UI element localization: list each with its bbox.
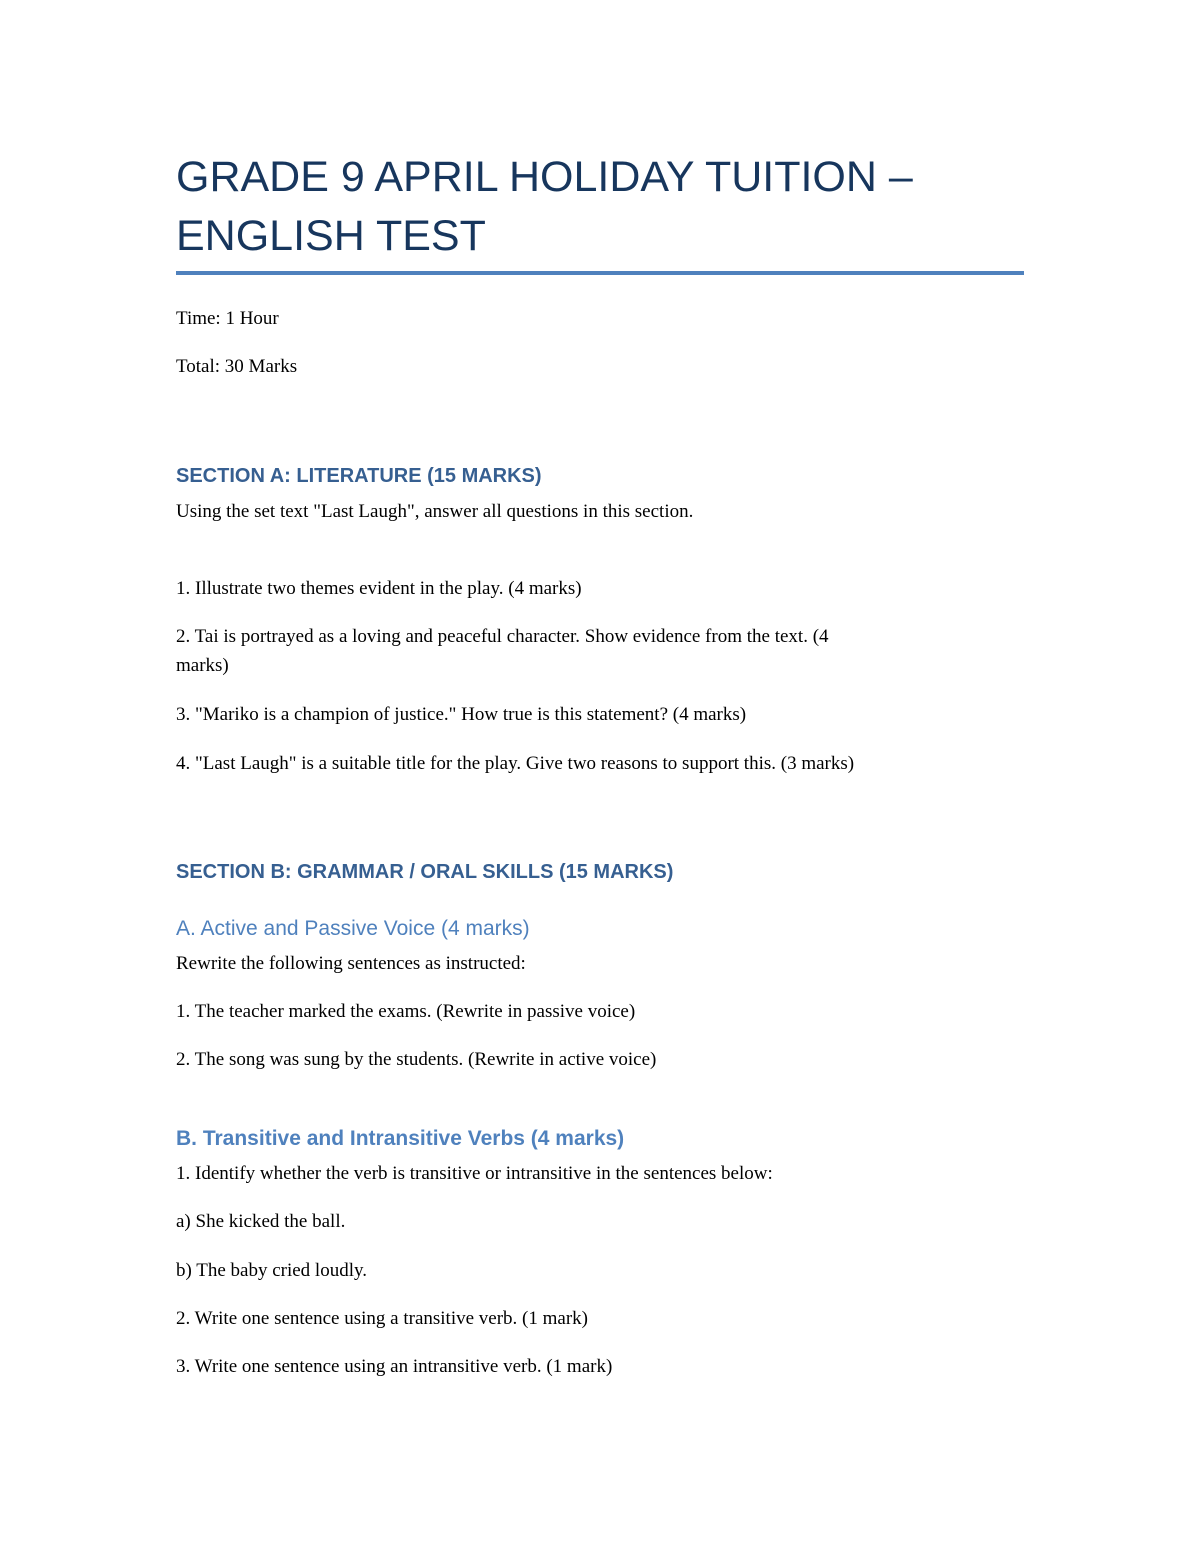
page-title-line-1: GRADE 9 APRIL HOLIDAY TUITION –: [176, 153, 913, 201]
part-a-question-2: 2. The song was sung by the students. (Rewrite in active voice): [176, 1049, 657, 1070]
section-a-question-4: 4. "Last Laugh" is a suitable title for the play. Give two reasons to support this. (3 marks): [176, 753, 855, 774]
section-a-question-1: 1. Illustrate two themes evident in the play. (4 marks): [176, 578, 582, 599]
part-b-question-3: 3. Write one sentence using an intransitive verb. (1 mark): [176, 1356, 613, 1377]
part-b-question-1a: a) She kicked the ball.: [176, 1211, 346, 1232]
part-b-heading: B. Transitive and Intransitive Verbs (4 marks): [176, 1127, 625, 1150]
section-a-instruction: Using the set text "Last Laugh", answer all questions in this section.: [176, 501, 694, 522]
part-b-question-1: 1. Identify whether the verb is transitive or intransitive in the sentences below:: [176, 1163, 773, 1184]
part-a-instruction: Rewrite the following sentences as instructed:: [176, 953, 526, 974]
section-a-question-3: 3. "Mariko is a champion of justice." How true is this statement? (4 marks): [176, 704, 747, 725]
part-a-heading: A. Active and Passive Voice (4 marks): [176, 917, 530, 940]
title-underline-rule: [176, 271, 1024, 275]
page-title-line-2: ENGLISH TEST: [176, 212, 486, 260]
section-a-question-2-line-2: marks): [176, 655, 229, 676]
part-b-question-1b: b) The baby cried loudly.: [176, 1260, 368, 1281]
time-label: Time: 1 Hour: [176, 308, 279, 329]
section-b-heading: SECTION B: GRAMMAR / ORAL SKILLS (15 MARKS): [176, 861, 674, 883]
total-marks-label: Total: 30 Marks: [176, 356, 298, 377]
part-a-question-1: 1. The teacher marked the exams. (Rewrite in passive voice): [176, 1001, 636, 1022]
section-a-heading: SECTION A: LITERATURE (15 MARKS): [176, 465, 542, 487]
section-a-question-2-line-1: 2. Tai is portrayed as a loving and peaceful character. Show evidence from the text. (4: [176, 626, 829, 647]
part-b-question-2: 2. Write one sentence using a transitive verb. (1 mark): [176, 1308, 588, 1329]
